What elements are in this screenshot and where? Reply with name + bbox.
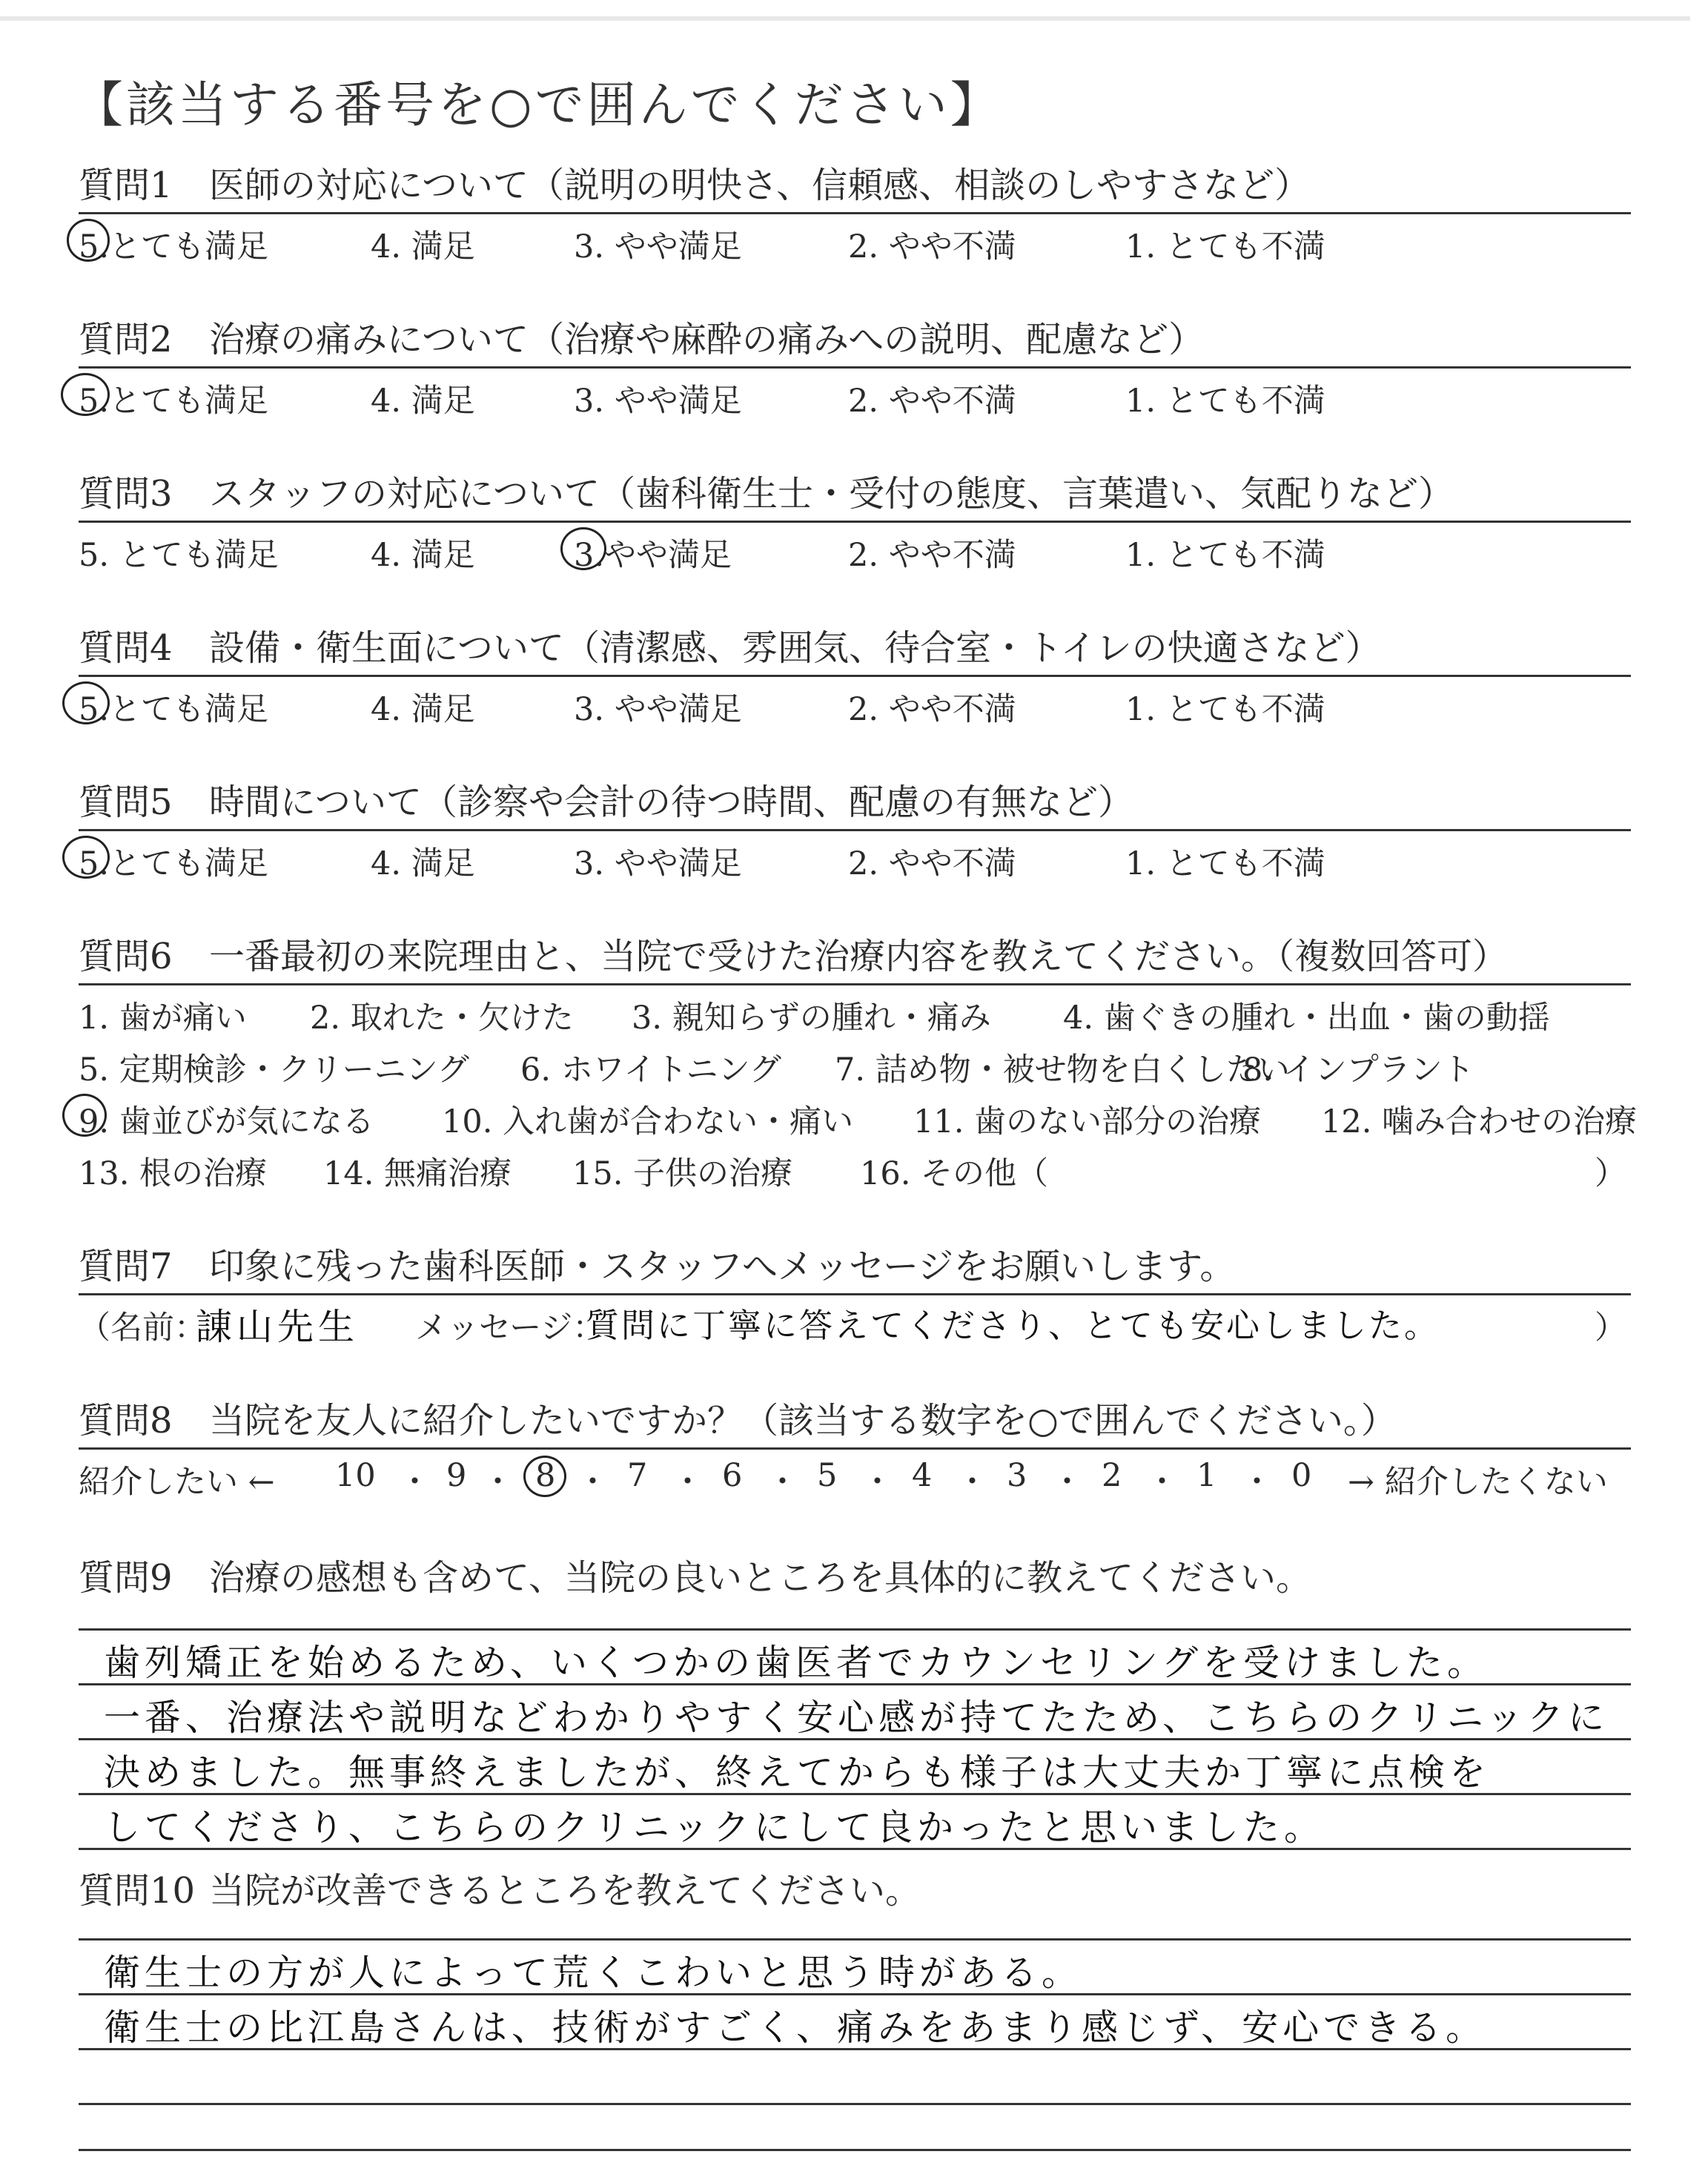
scale-4[interactable]: 4	[912, 1457, 933, 1494]
option-5[interactable]: 5. とても満足	[79, 537, 279, 574]
option-5[interactable]: 5.とても満足	[79, 691, 269, 728]
question-10-title	[79, 1863, 1631, 1918]
answer-line[interactable]: 決めました。無事終えましたが、終えてからも様子は大丈夫か丁寧に点検を	[104, 1751, 1491, 1794]
scale-dot: ・	[1051, 1464, 1083, 1501]
option-1[interactable]: 1. とても不満	[1125, 845, 1325, 882]
reason-option[interactable]: 7. 詰め物・被せ物を白くしたい	[835, 1051, 1290, 1089]
option-3[interactable]: 3. やや満足	[574, 845, 742, 882]
answer-line[interactable]: 歯列矯正を始めるため、いくつかの歯医者でカウンセリングを受けました。	[104, 1642, 1489, 1684]
satisfaction-options	[79, 677, 1631, 729]
answer-line[interactable]: 衛生士の比江島さんは、技術がすごく、痛みをあまり感じず、安心できる。	[104, 2007, 1487, 2049]
question-text: スタッフの対応について（歯科衛生士・受付の態度、言葉遣い、気配りなど）	[209, 473, 1454, 515]
question-9	[79, 1550, 1631, 1605]
satisfaction-options	[79, 831, 1631, 883]
option-2[interactable]: 2. やや不満	[848, 691, 1016, 728]
answer-line[interactable]: してくださり、こちらのクリニックにして良かったと思いました。	[104, 1806, 1325, 1849]
scale-dot: ・	[861, 1464, 893, 1501]
option-1[interactable]: 1. とても不満	[1125, 228, 1325, 265]
answer-line[interactable]: 衛生士の方が人によって荒くこわいと思う時がある。	[104, 1952, 1083, 1994]
question-1	[79, 157, 1631, 266]
answer-rule	[79, 1683, 1631, 1685]
scale-8[interactable]: 8	[535, 1457, 556, 1494]
reason-option[interactable]: 6. ホワイトニング	[520, 1051, 781, 1089]
scale-5[interactable]: 5	[817, 1457, 838, 1494]
scale-left-label: 紹介したい ←	[79, 1464, 275, 1501]
question-number: 質問9	[79, 1557, 173, 1599]
question-2-title	[79, 311, 1631, 369]
reason-option[interactable]: 8. インプラント	[1242, 1051, 1474, 1089]
answer-line[interactable]: 一番、治療法や説明などわかりやすく安心感が持てたため、こちらのクリニックに	[104, 1697, 1609, 1739]
answer-rule	[79, 1848, 1631, 1850]
question-9-title	[79, 1550, 1631, 1605]
scale-6[interactable]: 6	[722, 1457, 743, 1494]
option-4[interactable]: 4. 満足	[371, 383, 475, 420]
question-number: 質問4	[79, 627, 173, 669]
option-4[interactable]: 4. 満足	[371, 845, 475, 882]
question-5-title	[79, 774, 1631, 831]
satisfaction-options	[79, 523, 1631, 575]
reason-option[interactable]: 12. 噛み合わせの治療	[1321, 1103, 1638, 1140]
question-text: 医師の対応について（説明の明快さ、信頼感、相談のしやすさなど）	[209, 165, 1311, 206]
scale-dot: ・	[1146, 1464, 1178, 1501]
option-3[interactable]: 3. やや満足	[574, 383, 742, 420]
scale-2[interactable]: 2	[1102, 1457, 1122, 1494]
option-3[interactable]: 3. やや満足	[574, 228, 742, 265]
question-4	[79, 620, 1631, 729]
answer-rule	[79, 1793, 1631, 1795]
answer-rule	[79, 1938, 1631, 1941]
question-2	[79, 311, 1631, 420]
name-value[interactable]: 諌山先生	[196, 1306, 360, 1348]
option-4[interactable]: 4. 満足	[371, 691, 475, 728]
scale-dot: ・	[956, 1464, 988, 1501]
scale-3[interactable]: 3	[1007, 1457, 1027, 1494]
reason-option[interactable]: 14. 無痛治療	[323, 1155, 512, 1192]
option-5[interactable]: 5.とても満足	[79, 383, 269, 420]
reason-option-other[interactable]: 16. その他（	[860, 1155, 1049, 1192]
scale-10[interactable]: 10	[335, 1457, 376, 1494]
reason-option[interactable]: 13. 根の治療	[79, 1155, 268, 1192]
reason-option[interactable]: 11. 歯のない部分の治療	[913, 1103, 1262, 1140]
name-label: （名前：	[79, 1309, 206, 1347]
reason-option[interactable]: 5. 定期検診・クリーニング	[79, 1051, 469, 1089]
page-top-edge	[0, 16, 1690, 21]
answer-rule	[79, 2149, 1631, 2151]
scale-dot: ・	[767, 1464, 798, 1501]
scale-dot: ・	[1241, 1464, 1273, 1501]
message-row	[79, 1295, 1631, 1347]
scale-9[interactable]: 9	[446, 1457, 467, 1494]
answer-rule	[79, 1738, 1631, 1740]
question-text: 一番最初の来院理由と、当院で受けた治療内容を教えてください。（複数回答可）	[209, 936, 1509, 977]
answer-rule	[79, 2103, 1631, 2105]
option-1[interactable]: 1. とても不満	[1125, 537, 1325, 574]
question-number: 質問10	[79, 1870, 196, 1912]
question-text: 当院を友人に紹介したいですか？（該当する数字を○で囲んでください。）	[209, 1400, 1397, 1441]
option-5[interactable]: 5.とても満足	[79, 228, 269, 265]
reason-row-2	[79, 1037, 1631, 1089]
question-number: 質問5	[79, 782, 173, 823]
question-number: 質問1	[79, 165, 173, 206]
option-3[interactable]: 3. やや満足	[574, 691, 742, 728]
reason-row-3	[79, 1089, 1638, 1141]
reason-option[interactable]: 1. 歯が痛い	[79, 1000, 247, 1037]
option-1[interactable]: 1. とても不満	[1125, 383, 1325, 420]
closing-paren: ）	[1595, 1155, 1626, 1192]
answer-rule	[79, 1993, 1631, 1995]
reason-option[interactable]: 2. 取れた・欠けた	[310, 1000, 574, 1037]
question-number: 質問7	[79, 1246, 173, 1287]
option-1[interactable]: 1. とても不満	[1125, 691, 1325, 728]
question-4-title	[79, 620, 1631, 677]
question-number: 質問8	[79, 1400, 173, 1441]
question-1-title	[79, 157, 1631, 214]
question-text: 印象に残った歯科医師・スタッフへメッセージをお願いします。	[209, 1246, 1236, 1287]
scale-0[interactable]: 0	[1291, 1457, 1312, 1494]
question-5	[79, 774, 1631, 883]
option-2[interactable]: 2. やや不満	[848, 383, 1016, 420]
option-3[interactable]: 3.やや満足	[574, 537, 732, 574]
scale-dot: ・	[399, 1464, 431, 1501]
question-6	[79, 928, 1638, 1193]
question-10	[79, 1863, 1631, 1918]
question-number: 質問6	[79, 936, 173, 977]
scale-right-label: → 紹介したくない	[1348, 1464, 1608, 1501]
question-text: 当院が改善できるところを教えてください。	[209, 1870, 921, 1912]
question-8	[79, 1393, 1631, 1502]
scale-1[interactable]: 1	[1196, 1457, 1217, 1494]
question-7	[79, 1238, 1631, 1347]
option-2[interactable]: 2. やや不満	[848, 228, 1016, 265]
closing-paren: ）	[1595, 1309, 1626, 1347]
reason-option[interactable]: 4. 歯ぐきの腫れ・出血・歯の動揺	[1063, 1000, 1550, 1037]
satisfaction-options	[79, 214, 1631, 266]
question-text: 時間について（診察や会計の待つ時間、配慮の有無など）	[209, 782, 1134, 823]
question-text: 治療の感想も含めて、当院の良いところを具体的に教えてください。	[209, 1557, 1312, 1599]
question-6-title	[79, 928, 1631, 985]
scale-dot: ・	[577, 1464, 609, 1501]
option-4[interactable]: 4. 満足	[371, 228, 475, 265]
question-3-title	[79, 466, 1631, 523]
reason-option[interactable]: 15. 子供の治療	[572, 1155, 793, 1192]
option-5[interactable]: 5.とても満足	[79, 845, 269, 882]
reason-row-1	[79, 985, 1631, 1037]
recommend-scale	[79, 1450, 1631, 1502]
reason-option[interactable]: 9. 歯並びが気になる	[79, 1103, 374, 1140]
question-3	[79, 466, 1631, 575]
option-2[interactable]: 2. やや不満	[848, 537, 1016, 574]
reason-option[interactable]: 10. 入れ歯が合わない・痛い	[442, 1103, 854, 1140]
message-label: メッセージ：	[415, 1309, 605, 1347]
question-8-title	[79, 1393, 1631, 1450]
satisfaction-options	[79, 369, 1631, 420]
question-text: 治療の痛みについて（治療や麻酔の痛みへの説明、配慮など）	[209, 319, 1205, 360]
answer-rule	[79, 1628, 1631, 1631]
reason-row-4	[79, 1141, 1631, 1193]
scale-dot: ・	[482, 1464, 514, 1501]
question-number: 質問2	[79, 319, 173, 360]
reason-option[interactable]: 3. 親知らずの腫れ・痛み	[632, 1000, 991, 1037]
question-text: 設備・衛生面について（清潔感、雰囲気、待合室・トイレの快適さなど）	[209, 627, 1381, 669]
question-7-title	[79, 1238, 1631, 1295]
answer-rule	[79, 2048, 1631, 2050]
option-2[interactable]: 2. やや不満	[848, 845, 1016, 882]
scale-dot: ・	[672, 1464, 704, 1501]
question-number: 質問3	[79, 473, 173, 515]
option-4[interactable]: 4. 満足	[371, 537, 475, 574]
form-title: 【該当する番号を○で囲んでください】	[74, 76, 1002, 133]
scale-7[interactable]: 7	[627, 1457, 648, 1494]
message-value[interactable]: 質問に丁寧に答えてくださり、とても安心しました。	[586, 1306, 1440, 1345]
